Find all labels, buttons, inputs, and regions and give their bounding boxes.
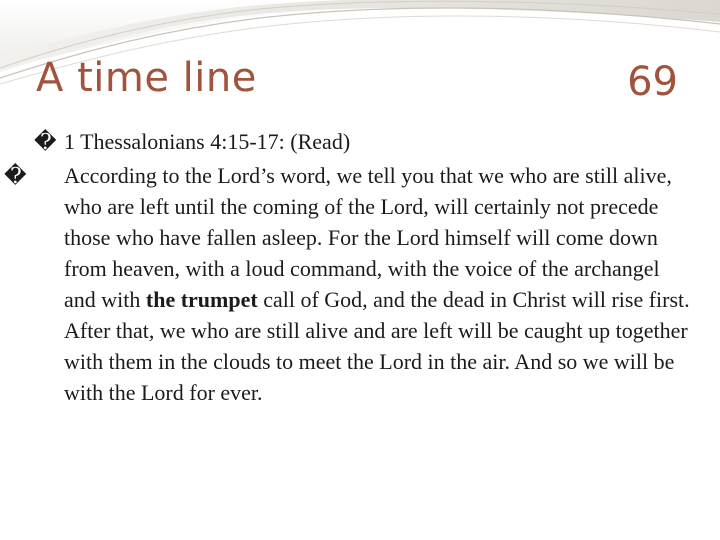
bullet-marker: � <box>34 129 57 154</box>
scripture-text-part: call of God, and the dead in Christ will rise first. After that, we who are still alive and are left will be caught up together with them in the clouds to meet the Lord in the air. And so we will be with the Lord for ever. <box>64 287 690 405</box>
scripture-text-part: According to the Lord’s word, we tell you that we who are still alive, who are left until the coming of the Lord, will certainly not precede those who have fallen asleep. For the Lord himself will come down from heaven, with a loud command, with the voice of the archangel and with <box>64 163 672 312</box>
page-number: 69 <box>627 59 678 105</box>
slide-title: A time line <box>36 55 257 101</box>
scripture-reference: 1 Thessalonians 4:15-17: (Read) <box>64 129 351 154</box>
slide-body <box>4 126 694 408</box>
bullet-marker: � <box>4 163 27 188</box>
scripture-emphasis: the trumpet <box>145 287 258 312</box>
bullet-item <box>4 160 694 408</box>
bullet-item <box>34 126 694 157</box>
